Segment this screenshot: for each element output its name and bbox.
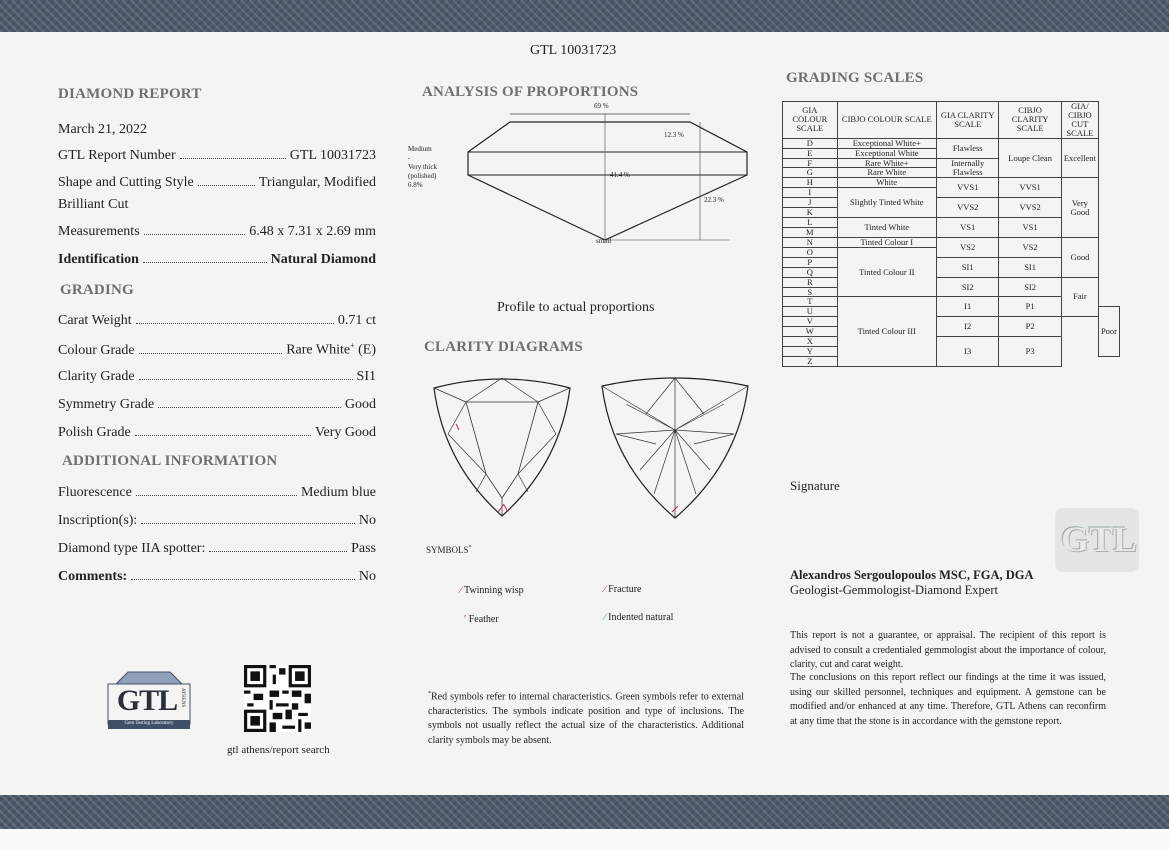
symbol-indented-natural: ∕ Indented natural: [604, 612, 674, 623]
carat-row: [58, 313, 376, 329]
indented-natural-icon: ∕: [604, 612, 606, 623]
fluorescence-row: [58, 485, 376, 501]
measurements-row: [58, 224, 376, 240]
fluorescence-value: Medium blue: [300, 485, 376, 500]
measurements-label: Measurements: [58, 224, 140, 239]
symbol-twinning: ∕ Twinning wisp: [460, 585, 524, 596]
inscription-label: Inscription(s):: [58, 513, 138, 528]
comments-label: Comments:: [58, 569, 128, 584]
measurements-value: 6.48 x 7.31 x 2.69 mm: [249, 224, 376, 239]
polish-row: [58, 425, 376, 441]
clarity-value: SI1: [356, 369, 376, 384]
identification-label: Identification: [58, 252, 139, 267]
fluorescence-label: Fluorescence: [58, 485, 132, 500]
comments-value: No: [358, 569, 376, 584]
culet-label: small: [596, 237, 612, 245]
shape-row: [58, 175, 376, 191]
diamond-report-title: DIAMOND REPORT: [58, 86, 202, 102]
polish-value: Very Good: [314, 425, 376, 440]
symbols-title: SYMBOLS*: [426, 545, 472, 555]
spotter-label: Diamond type IIA spotter:: [58, 541, 206, 556]
symmetry-value: Good: [344, 397, 376, 412]
clarity-row: [58, 369, 376, 385]
spotter-value: Pass: [351, 541, 376, 556]
grading-scales-title: GRADING SCALES: [786, 70, 924, 86]
colour-value: Rare White+ (E): [286, 341, 376, 358]
feather-icon: ′: [464, 614, 467, 625]
top-decorative-band: [0, 0, 1169, 32]
polish-label: Polish Grade: [58, 425, 131, 440]
crown-percent: 12.3 %: [664, 131, 684, 139]
report-number-header: GTL 10031723: [530, 43, 617, 58]
gtl-logo: [106, 668, 192, 732]
shape-label: Shape and Cutting Style: [58, 175, 194, 190]
gtl-logo-side: ATHENS: [180, 688, 185, 708]
gtl-hologram-seal: [1055, 508, 1139, 572]
clarity-label: Clarity Grade: [58, 369, 135, 384]
proportions-title: ANALYSIS OF PROPORTIONS: [422, 84, 639, 100]
gtl-seal-text: GTL: [1061, 519, 1138, 559]
disclaimer-1: This report is not a guarantee, or appraisal. The recipient of this report is advised to consult a credentialed gemmologist about the importance of colour, clarity, cut and carat weight.: [790, 630, 1106, 670]
clarity-diagrams-title: CLARITY DIAGRAMS: [424, 339, 583, 355]
clarity-note: *Red symbols refer to internal characteristics. Green symbols refer to external characteristics. The symbols indicate position and type of inclusions. The symbols not usually reflect the actual size of the characteristics. Additional clarity symbols may be absent.: [428, 691, 744, 746]
profile-caption: Profile to actual proportions: [497, 300, 655, 315]
pavilion-percent: 22.3 %: [704, 196, 724, 204]
comments-row: [58, 569, 376, 585]
symmetry-row: [58, 397, 376, 413]
symmetry-label: Symmetry Grade: [58, 397, 155, 412]
symbol-fracture: ∕ Fracture: [604, 584, 642, 595]
colour-label: Colour Grade: [58, 342, 135, 358]
page-bottom-margin: [0, 829, 1169, 850]
twinning-wisp-icon: ∕: [460, 585, 462, 596]
signer-name: Alexandros Sergoulopoulos MSC, FGA, DGA: [790, 568, 1034, 582]
grading-title: GRADING: [60, 282, 134, 298]
table-percent: 69 %: [594, 102, 609, 110]
report-number-value: GTL 10031723: [289, 148, 376, 163]
identification-value: Natural Diamond: [270, 252, 376, 267]
qr-code-image: [244, 665, 311, 732]
qr-caption: gtl athens/report search: [227, 744, 330, 756]
identification-row: [58, 252, 376, 268]
bottom-decorative-band: [0, 795, 1169, 829]
gtl-logo-subtitle: Gem Testing Laboratory: [124, 721, 174, 726]
carat-value: 0.71 ct: [337, 313, 376, 328]
carat-label: Carat Weight: [58, 313, 132, 328]
girdle-description: Medium - Very thick (polished) 6.8%: [408, 145, 437, 189]
clarity-diagram-pavilion: [596, 374, 754, 522]
report-date: March 21, 2022: [58, 122, 148, 137]
shape-value-cont: Brilliant Cut: [58, 197, 129, 212]
signer-title: Geologist-Gemmologist-Diamond Expert: [790, 583, 998, 597]
clarity-diagram-crown: [428, 374, 576, 522]
additional-info-title: ADDITIONAL INFORMATION: [62, 453, 278, 469]
inscription-row: [58, 513, 376, 529]
depth-percent: 41.4 %: [610, 171, 630, 179]
gtl-logo-text: GTL: [116, 684, 178, 717]
shape-value: Triangular, Modified: [258, 175, 376, 190]
qr-code[interactable]: [244, 665, 311, 737]
grading-scales-table: GIA COLOUR SCALE CIBJO COLOUR SCALE GIA CLARITY SCALE CIBJO CLARITY SCALE GIA/ CIBJO CUT SCALE D Exceptional White+ Flawless Loupe Clean Excellent E Exceptional White F Rare White+ Internally Flawless G Rare White H White VVS1 VVS1 Very Good I Slightly Tinted White J VVS2 VVS2 K L Tinted White VS1 VS1 M N Tinted Colour I VS2 VS2 Good O Tinted Colour II P SI1 SI1 Q R SI2 SI2 Fair S T Tinted Colour III I1 P1 U Poor V I2 P2 W X I3 P3 Y Z: [782, 101, 1120, 367]
colour-row: [58, 341, 376, 359]
report-number-row: [58, 148, 376, 164]
signature-label: Signature: [790, 478, 840, 493]
report-number-label: GTL Report Number: [58, 148, 176, 163]
disclaimer-2: The conclusions on this report reflect our findings at the time it was issued, using our skilled personnel, techniques and equipment. A gemstone can be modified and/or enhanced at any time. Therefore, GTL Athens can reconfirm at any time that the stone is in accordance with the gemstone report.: [790, 672, 1106, 727]
symbol-feather: ′ Feather: [464, 614, 499, 625]
inscription-value: No: [358, 513, 376, 528]
spotter-row: [58, 541, 376, 557]
fracture-icon: ∕: [604, 584, 606, 595]
